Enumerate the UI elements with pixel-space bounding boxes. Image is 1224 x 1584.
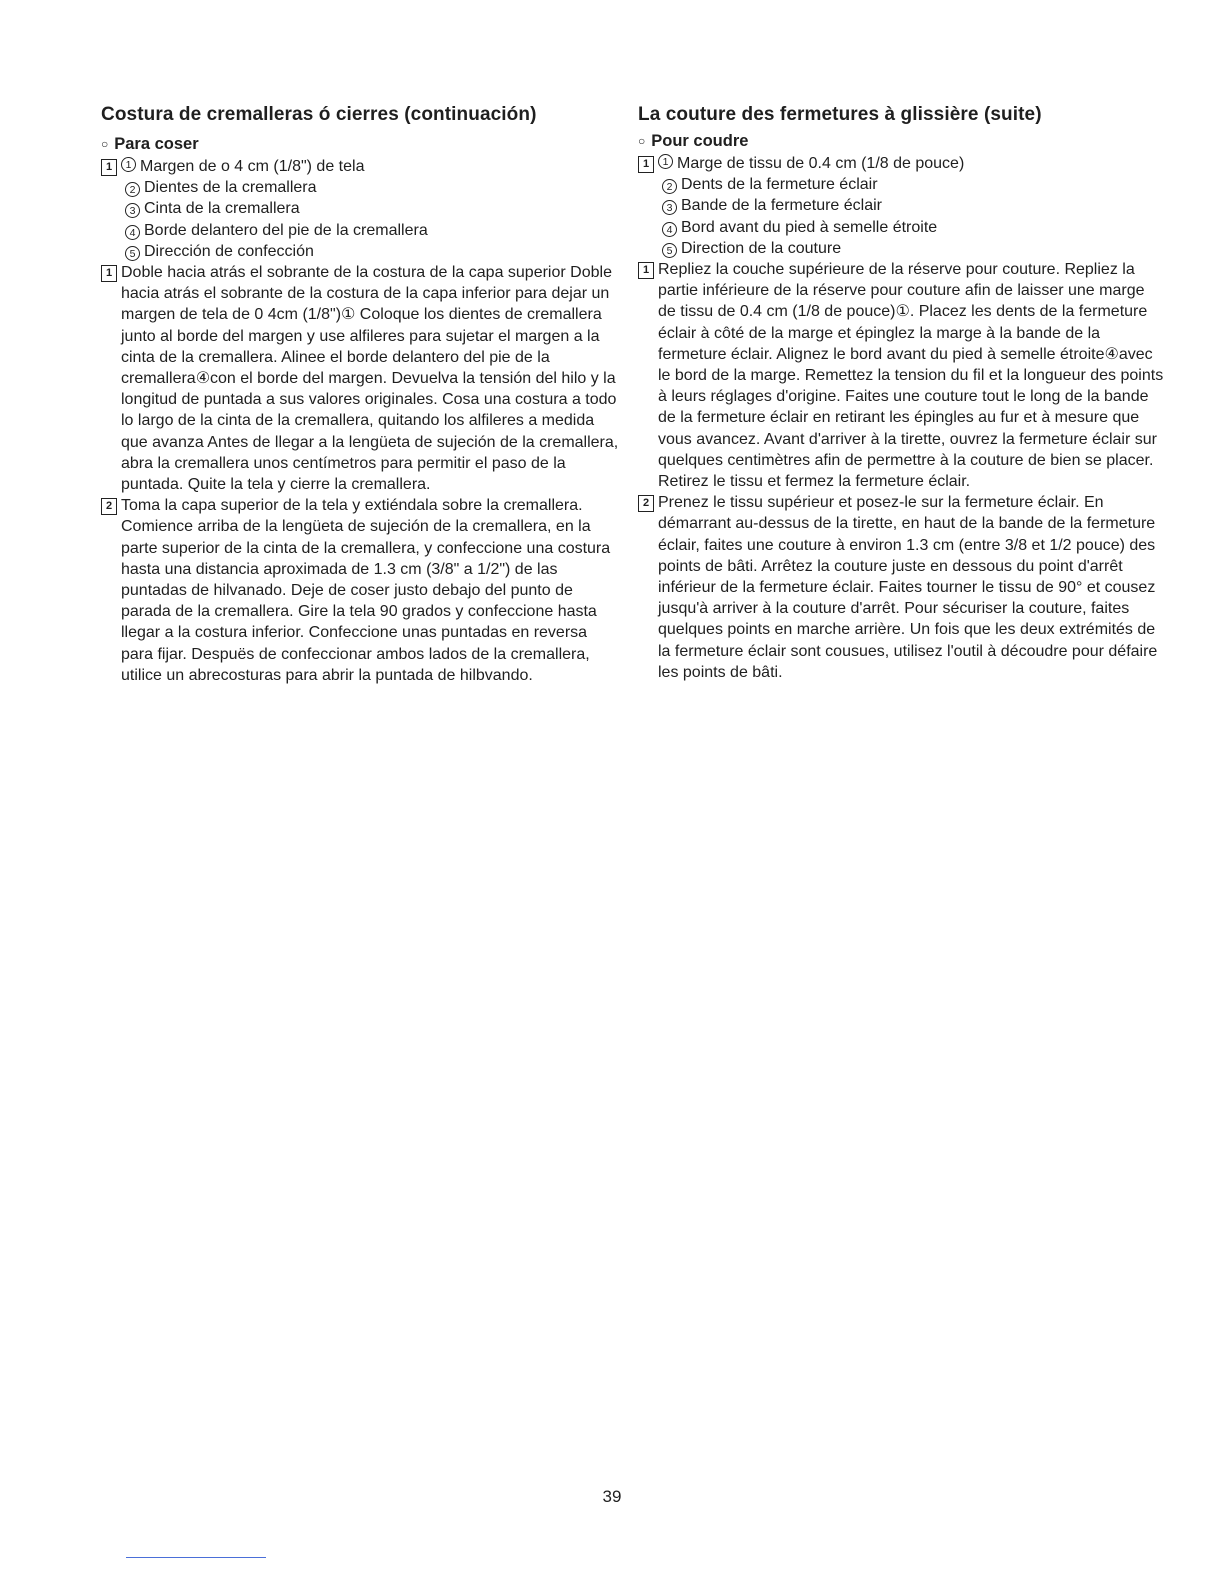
- list-item: 3 Bande de la fermeture éclair: [638, 195, 1166, 216]
- french-subheading: ○ Pour coudre: [638, 132, 749, 150]
- french-step-1: [638, 259, 1166, 492]
- spanish-heading: Costura de cremalleras ó cierres (continuación): [101, 104, 537, 125]
- step-number-box-icon: 1: [101, 265, 117, 282]
- step-number-box-icon: 2: [101, 498, 117, 515]
- step-text: Repliez la couche supérieure de la réserve pour couture. Repliez la partie inférieure de la réserve pour couture afin de laisser une marge de tissu de 0.4 cm (1/8 de pouce)①. Placez les dents de la fermeture éclair à côté de la marge et épinglez la marge à la bande de la fermeture éclair. Alignez le bord avant du pied à semelle étroite④avec le bord de la marge. Remettez la tension du fil et la longueur des points à leurs réglages d'origine. Faites une couture tout le long de la bande de la fermeture éclair en retirant les épingles au fur et à mesure que vous avancez. Avant d'arriver à la tirette, ouvrez la fermeture éclair sur quelques centimètres afin de permettre à la couture de bien se placer. Retirez le tissu et fermez la fermeture éclair.: [658, 261, 1164, 491]
- french-heading: La couture des fermetures à glissière (suite): [638, 104, 1042, 125]
- bullet-icon: ○: [638, 134, 646, 148]
- circled-number-icon: 1: [121, 157, 136, 172]
- circled-number-icon: 3: [662, 200, 677, 215]
- spanish-subheading: ○ Para coser: [101, 135, 199, 153]
- list-item: 1 1 Marge de tissu de 0.4 cm (1/8 de pouce): [638, 153, 1166, 174]
- circled-number-icon: 2: [662, 179, 677, 194]
- circled-number-icon: 2: [125, 182, 140, 197]
- list-item: 5 Dirección de confección: [101, 241, 621, 262]
- circled-number-icon: 1: [658, 154, 673, 169]
- list-item: 4 Borde delantero del pie de la cremallera: [101, 220, 621, 241]
- list-item: 2 Dents de la fermeture éclair: [638, 174, 1166, 195]
- page-number: 39: [602, 1487, 622, 1506]
- step-number-box-icon: 2: [638, 495, 654, 512]
- step-text: Prenez le tissu supérieur et posez-le sur la fermeture éclair. En démarrant au-dessus de la tirette, en haut de la bande de la fermeture éclair, faites une couture à environ 1.3 cm (entre 3/8 et 1/2 pouce) des points de bâti. Arrêtez la couture juste en dessous du point d'arrêt inférieur de la fermeture éclair. Faites tourner le tissu de 90° et cousez jusqu'à arriver à la couture d'arrêt. Pour sécuriser la couture, faites quelques points en marche arrière. Un fois que les deux extrémités de la fermeture éclair sont cousues, utilisez l'outil à découdre pour défaire les points de bâti.: [658, 494, 1158, 681]
- list-item: 1 1 Margen de o 4 cm (1/8") de tela: [101, 156, 621, 177]
- step-number-box-icon: 1: [638, 262, 654, 279]
- french-step-2: [638, 492, 1166, 683]
- circled-number-icon: 4: [125, 225, 140, 240]
- circled-number-icon: 5: [662, 243, 677, 258]
- french-parts-list: [638, 153, 1166, 259]
- list-item: 3 Cinta de la cremallera: [101, 198, 621, 219]
- circled-number-icon: 3: [125, 203, 140, 218]
- bullet-icon: ○: [101, 137, 109, 151]
- step-number-box-icon: 1: [101, 159, 117, 176]
- step-number-box-icon: 1: [638, 156, 654, 173]
- list-item: 4 Bord avant du pied à semelle étroite: [638, 217, 1166, 238]
- circled-number-icon: 4: [662, 222, 677, 237]
- circled-number-icon: 5: [125, 246, 140, 261]
- footer-divider: [126, 1557, 266, 1558]
- french-column: [638, 104, 1166, 683]
- step-text: Doble hacia atrás el sobrante de la costura de la capa superior Doble hacia atrás el sobrante de la costura de la capa inferior para dejar un margen de tela de 0 4cm (1/8")① Coloque los dientes de cremallera junto al borde del margen y use alfileres para sujetar el margen a la cinta de la cremallera. Alinee el borde delantero del pie de la cremallera④con el borde del margen. Devuelva la tensión del hilo y la longitud de puntada a sus valores originales. Cosa una costura a todo lo largo de la cinta de la cremallera, quitando los alfileres a medida que avanza Antes de llegar a la lengüeta de sujeción de la cremallera, abra la cremallera unos centímetros para permitir el paso de la puntada. Quite la tela y cierre la cremallera.: [121, 264, 619, 494]
- spanish-step-2: [101, 495, 621, 686]
- spanish-column: [101, 104, 621, 686]
- list-item: 5 Direction de la couture: [638, 238, 1166, 259]
- list-item: 2 Dientes de la cremallera: [101, 177, 621, 198]
- step-text: Toma la capa superior de la tela y extiéndala sobre la cremallera. Comience arriba de la lengüeta de sujeción de la cremallera, en la parte superior de la cinta de la cremallera, y confeccione una costura hasta una distancia aproximada de 1.3 cm (3/8" a 1/2") de las puntadas de hilvanado. Deje de coser justo debajo del punto de parada de la cremallera. Gire la tela 90 grados y confeccione hasta llegar a la costura inferior. Confeccione unas puntadas en reversa para fijar. Despuës de confeccionar ambos lados de la cremallera, utilice un abrecosturas para abrir la puntada de hilbvando.: [121, 497, 611, 684]
- spanish-step-1: [101, 262, 621, 495]
- spanish-parts-list: [101, 156, 621, 262]
